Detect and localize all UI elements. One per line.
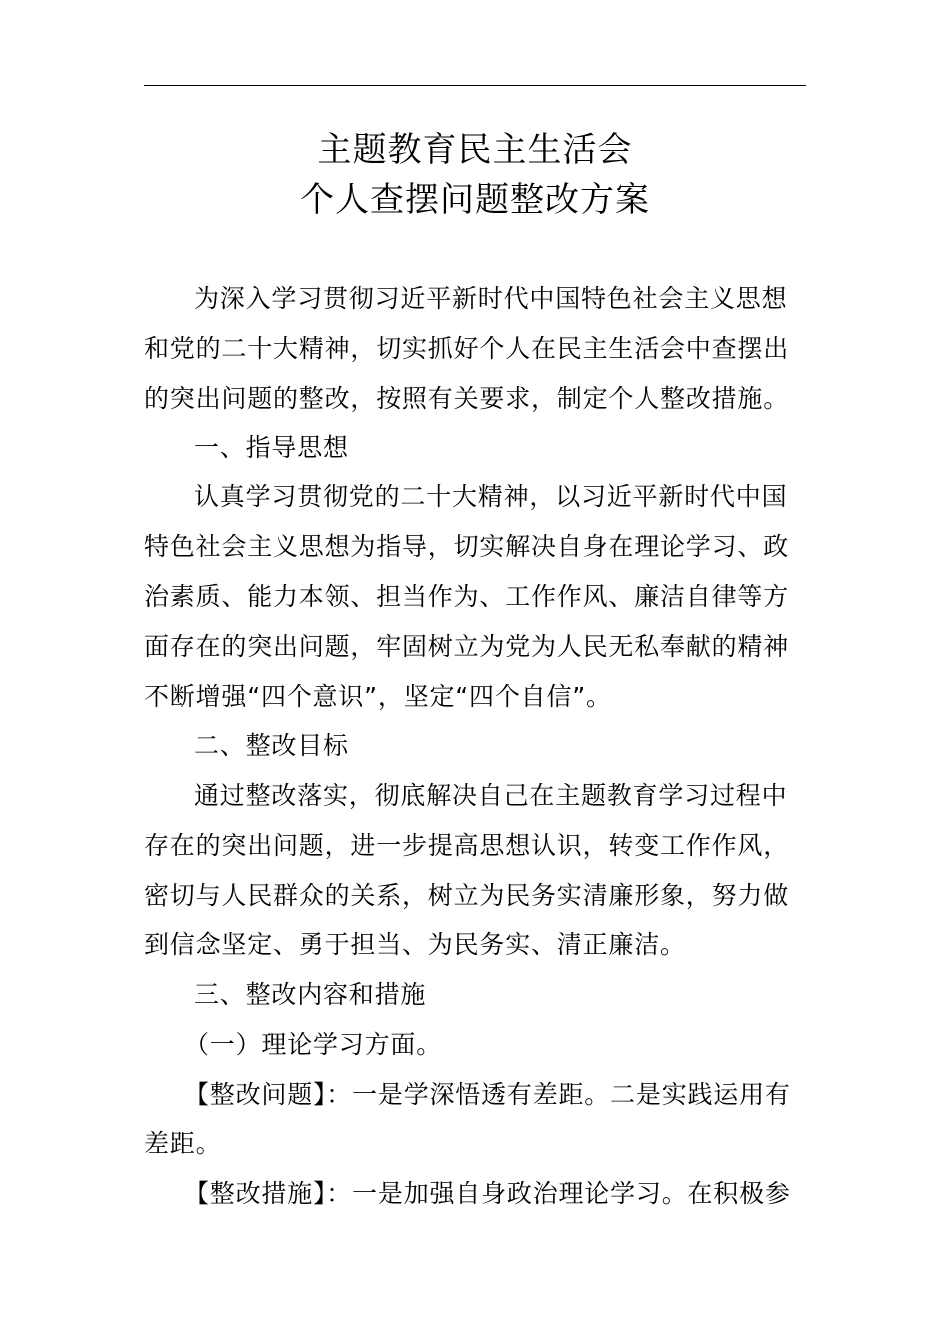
- paragraph-line: 认真学习贯彻党的二十大精神，以习近平新时代中国: [194, 482, 788, 511]
- paragraph-line: 存在的突出问题，进一步提高思想认识，转变工作作风，: [144, 831, 790, 860]
- document-title-line-2: 个人查摆问题整改方案: [300, 180, 650, 220]
- paragraph-line: 【整改问题】：一是学深悟透有差距。二是实践运用有: [184, 1080, 791, 1109]
- paragraph-line: 通过整改落实，彻底解决自己在主题教育学习过程中: [194, 781, 788, 810]
- paragraph-line: 的突出问题的整改，按照有关要求，制定个人整改措施。: [144, 384, 790, 413]
- subsection-heading: （一）理论学习方面。: [184, 1030, 443, 1059]
- paragraph-line: 到信念坚定、勇于担当、为民务实、清正廉洁。: [144, 930, 686, 959]
- paragraph-line: 特色社会主义思想为指导，切实解决自身在理论学习、政: [144, 532, 790, 561]
- paragraph-line: 为深入学习贯彻习近平新时代中国特色社会主义思想: [194, 284, 788, 313]
- section-heading: 三、整改内容和措施: [194, 980, 427, 1009]
- paragraph-line: 密切与人民群众的关系，树立为民务实清廉形象，努力做: [144, 881, 790, 910]
- paragraph-line: 和党的二十大精神，切实抓好个人在民主生活会中查摆出: [144, 334, 790, 363]
- document-title-line-1: 主题教育民主生活会: [317, 130, 633, 170]
- paragraph-line: 不断增强“四个意识”，坚定“四个自信”。: [144, 682, 612, 711]
- header-rule: [144, 85, 806, 86]
- paragraph-line: 面存在的突出问题，牢固树立为党为人民无私奉献的精神: [144, 632, 790, 661]
- paragraph-line: 差距。: [144, 1129, 222, 1158]
- paragraph-line: 【整改措施】：一是加强自身政治理论学习。在积极参: [184, 1179, 791, 1208]
- paragraph-line: 治素质、能力本领、担当作为、工作作风、廉洁自律等方: [144, 582, 790, 611]
- section-heading: 一、指导思想: [194, 433, 349, 462]
- section-heading: 二、整改目标: [194, 731, 349, 760]
